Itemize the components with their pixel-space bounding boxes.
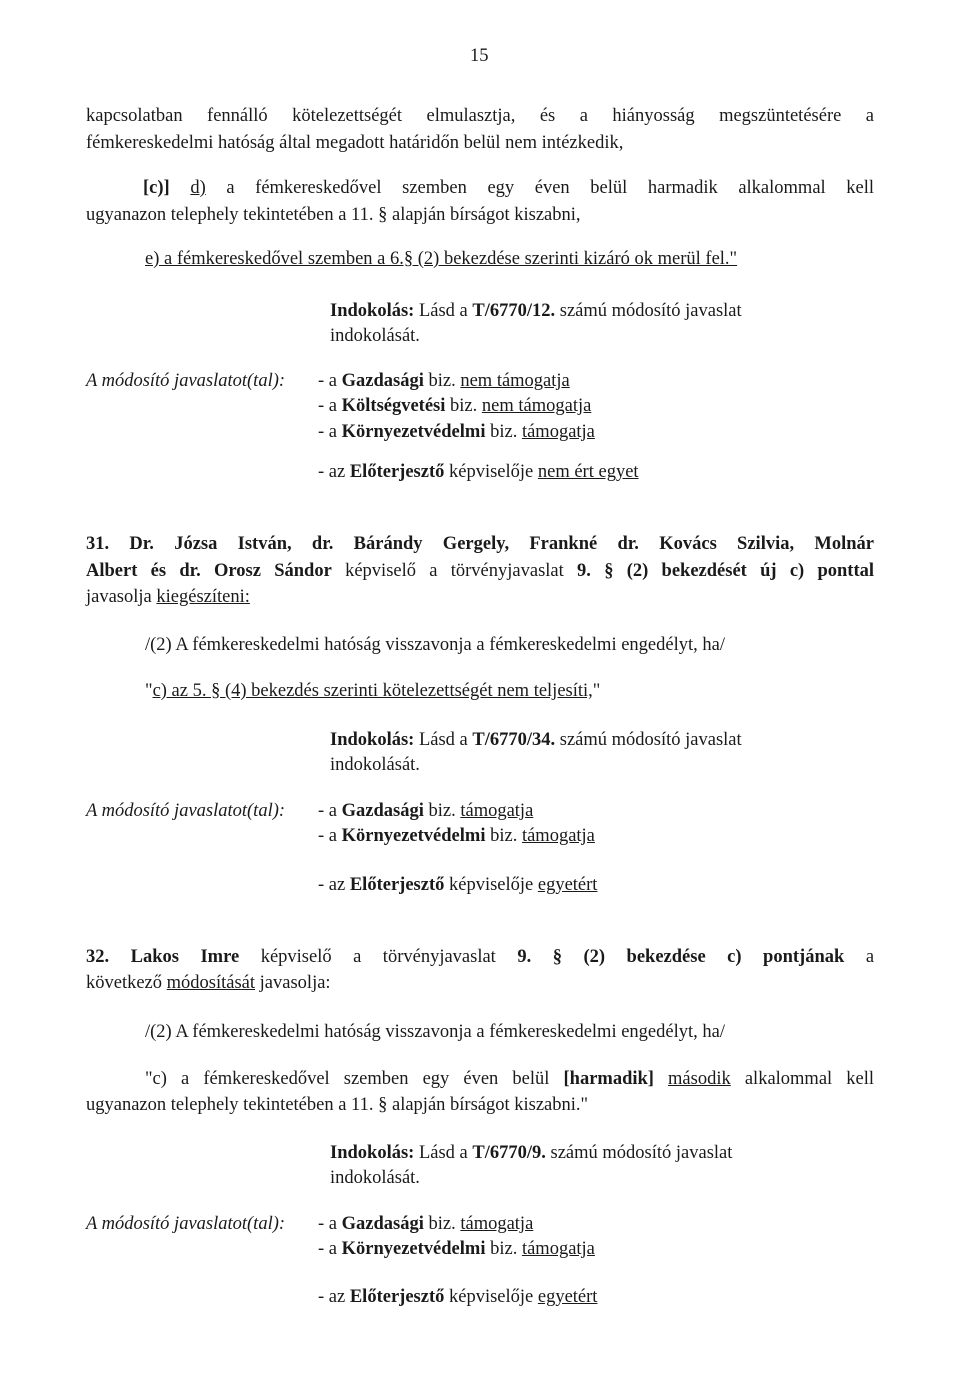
vote-line: - a Gazdasági biz. támogatja — [318, 801, 534, 821]
justification-line: indokolását. — [330, 755, 420, 775]
amendment-31-line: javasolja kiegészíteni: — [86, 587, 250, 607]
proposer-name: Előterjesztő — [349, 875, 445, 895]
vote-verdict: támogatja — [521, 422, 595, 442]
proposer-name: Előterjesztő — [349, 1287, 445, 1307]
inserted-point-e — [145, 247, 737, 271]
committee-name: Költségvetési — [341, 396, 446, 416]
page-number: 15 — [470, 46, 489, 66]
vote-line: - a Környezetvédelmi biz. támogatja — [318, 826, 595, 846]
vote-line: - az Előterjesztő képviselője egyetért — [318, 875, 598, 895]
committee-name: Környezetvédelmi — [341, 1239, 486, 1259]
deleted-text: [harmadik] — [563, 1069, 654, 1089]
quoted-text: /(2) A fémkereskedelmi hatóság visszavonja a fémkereskedelmi engedélyt, ha/ — [145, 635, 725, 655]
justification: Indokolás: Lásd a T/6770/34. számú módosító javaslat — [330, 730, 742, 750]
amendment-32-line: 32. Lakos Imre képviselő a törvényjavaslat 9. § (2) bekezdése c) pontjának a — [86, 947, 875, 967]
vote-line: - a Költségvetési biz. nem támogatja — [318, 396, 592, 416]
vote-verdict: támogatja — [460, 801, 534, 821]
reference: T/6770/9. — [472, 1143, 546, 1163]
vote-verdict: nem támogatja — [481, 396, 592, 416]
committee-name: Gazdasági — [341, 801, 424, 821]
quoted-text: "c) a fémkereskedővel szemben egy éven belül [harmadik] második alkalommal kell — [145, 1069, 875, 1089]
vote-verdict: támogatja — [460, 1214, 534, 1234]
justification: Indokolás: Lásd a T/6770/9. számú módosító javaslat — [330, 1143, 733, 1163]
proposer-label: A módosító javaslatot(tal): — [86, 801, 286, 821]
text: Lásd a — [418, 301, 468, 321]
quoted-text: "c) az 5. § (4) bekezdés szerinti kötelezettségét nem teljesíti," — [145, 681, 601, 701]
amendment-32-line: következő módosítását javasolja: — [86, 973, 331, 993]
paragraph-line: kapcsolatban fennálló kötelezettségét elmulasztja, és a hiányosság megszüntetésére a — [86, 106, 874, 126]
justification — [330, 299, 742, 323]
quoted-text: ugyanazon telephely tekintetében a 11. § alapján bírságot kiszabni." — [86, 1095, 589, 1115]
paragraph-line: ugyanazon telephely tekintetében a 11. § alapján bírságot kiszabni, — [86, 205, 581, 225]
inserted-text: második — [668, 1069, 731, 1089]
reference: T/6770/12. — [472, 301, 556, 321]
vote-verdict: támogatja — [521, 826, 595, 846]
justification-line: indokolását. — [330, 1168, 420, 1188]
committee-name: Gazdasági — [341, 371, 424, 391]
vote-line: - az Előterjesztő képviselője egyetért — [318, 1287, 598, 1307]
vote-verdict: nem ért egyet — [537, 462, 639, 482]
amendment-31-line: 31. Dr. Józsa István, dr. Bárándy Gergely, Frankné dr. Kovács Szilvia, Molnár — [86, 534, 874, 554]
vote-line: - a Gazdasági biz. nem támogatja — [318, 371, 570, 391]
text: a fémkereskedővel szemben egy éven belül harmadik alkalommal kell — [226, 178, 875, 198]
paragraph-line: fémkereskedelmi hatóság által megadott határidőn belül nem intézkedik, — [86, 133, 624, 153]
committee-name: Környezetvédelmi — [341, 422, 486, 442]
proposer-label: A módosító javaslatot(tal): — [86, 371, 286, 391]
inserted-text: e) a fémkereskedővel szemben a 6.§ (2) bekezdése szerinti kizáró ok merül fel." — [145, 249, 738, 269]
amendment-31-line: Albert és dr. Orosz Sándor képviselő a törvényjavaslat 9. § (2) bekezdését új c) ponttal — [86, 561, 875, 581]
vote-line: - a Környezetvédelmi biz. támogatja — [318, 422, 595, 442]
paragraph-line — [86, 176, 874, 200]
justification-label: Indokolás: — [330, 301, 415, 321]
vote-line: - a Környezetvédelmi biz. támogatja — [318, 1239, 595, 1259]
vote-verdict: egyetért — [537, 1287, 598, 1307]
vote-verdict: támogatja — [521, 1239, 595, 1259]
inserted-text: d) — [190, 178, 206, 198]
reference: T/6770/34. — [472, 730, 556, 750]
vote-verdict: egyetért — [537, 875, 598, 895]
text: számú módosító javaslat — [559, 301, 742, 321]
deleted-text: [c)] — [143, 178, 170, 198]
quoted-text: /(2) A fémkereskedelmi hatóság visszavonja a fémkereskedelmi engedélyt, ha/ — [145, 1022, 725, 1042]
vote-line: - az Előterjesztő képviselője nem ért egyet — [318, 462, 639, 482]
inserted-text: c) az 5. § (4) bekezdés szerinti kötelezettségét nem teljesíti, — [152, 681, 593, 701]
vote-line: - a Gazdasági biz. támogatja — [318, 1214, 534, 1234]
justification-line: indokolását. — [330, 326, 420, 346]
committee-name: Gazdasági — [341, 1214, 424, 1234]
proposer-label: A módosító javaslatot(tal): — [86, 1214, 286, 1234]
proposer-name: Előterjesztő — [349, 462, 445, 482]
committee-name: Környezetvédelmi — [341, 826, 486, 846]
vote-verdict: nem támogatja — [460, 371, 570, 391]
